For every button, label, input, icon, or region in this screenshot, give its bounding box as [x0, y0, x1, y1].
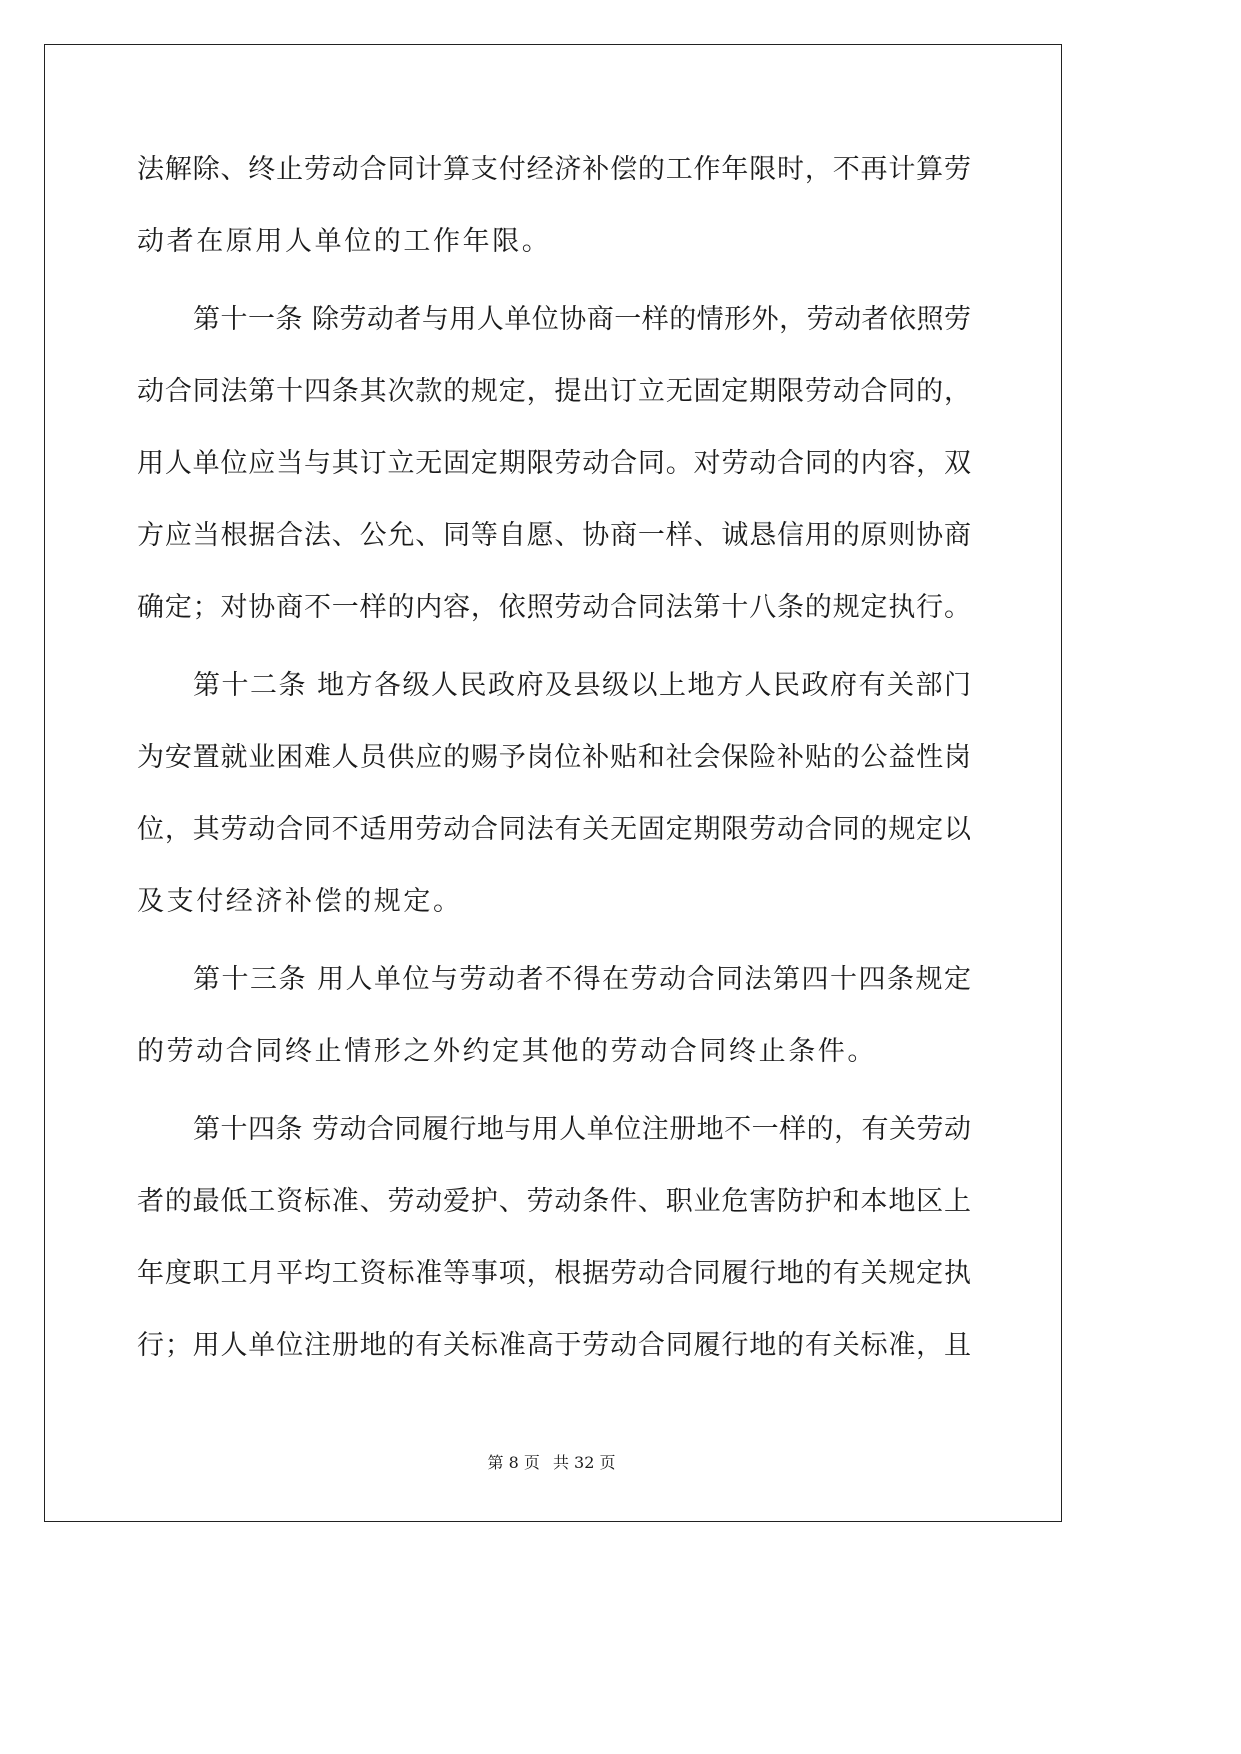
- text-line: 动者在原用人单位的工作年限。: [137, 226, 552, 257]
- text-line: 及支付经济补偿的规定。: [137, 886, 463, 917]
- page-footer: [0, 1452, 1103, 1474]
- text-line: 动合同法第十四条其次款的规定，提出订立无固定期限劳动合同的，: [137, 376, 971, 407]
- article-14-heading-line: 第十四条 劳动合同履行地与用人单位注册地不一样的，有关劳动: [193, 1114, 971, 1145]
- text-line: 确定；对协商不一样的内容，依照劳动合同法第十八条的规定执行。: [137, 592, 971, 623]
- text-line: 者的最低工资标准、劳动爱护、劳动条件、职业危害防护和本地区上: [137, 1186, 971, 1217]
- page-total: 共 32 页: [552, 1453, 616, 1472]
- text-line: 方应当根据合法、公允、同等自愿、协商一样、诚恳信用的原则协商: [137, 520, 971, 551]
- page-number: 第 8 页: [487, 1453, 540, 1472]
- text-line: 位，其劳动合同不适用劳动合同法有关无固定期限劳动合同的规定以: [137, 814, 971, 845]
- text-line: 年度职工月平均工资标准等事项，根据劳动合同履行地的有关规定执: [137, 1258, 971, 1289]
- text-line: 行；用人单位注册地的有关标准高于劳动合同履行地的有关标准，且: [137, 1330, 971, 1361]
- article-11-heading-line: 第十一条 除劳动者与用人单位协商一样的情形外，劳动者依照劳: [193, 304, 971, 335]
- article-13-heading-line: 第十三条 用人单位与劳动者不得在劳动合同法第四十四条规定: [193, 964, 971, 995]
- page-border: [44, 44, 1062, 1522]
- text-line: 的劳动合同终止情形之外约定其他的劳动合同终止条件。: [137, 1036, 877, 1067]
- text-line: 法解除、终止劳动合同计算支付经济补偿的工作年限时，不再计算劳: [137, 154, 971, 185]
- article-12-heading-line: 第十二条 地方各级人民政府及县级以上地方人民政府有关部门: [193, 670, 971, 701]
- text-line: 为安置就业困难人员供应的赐予岗位补贴和社会保险补贴的公益性岗: [137, 742, 971, 773]
- text-line: 用人单位应当与其订立无固定期限劳动合同。对劳动合同的内容，双: [137, 448, 971, 479]
